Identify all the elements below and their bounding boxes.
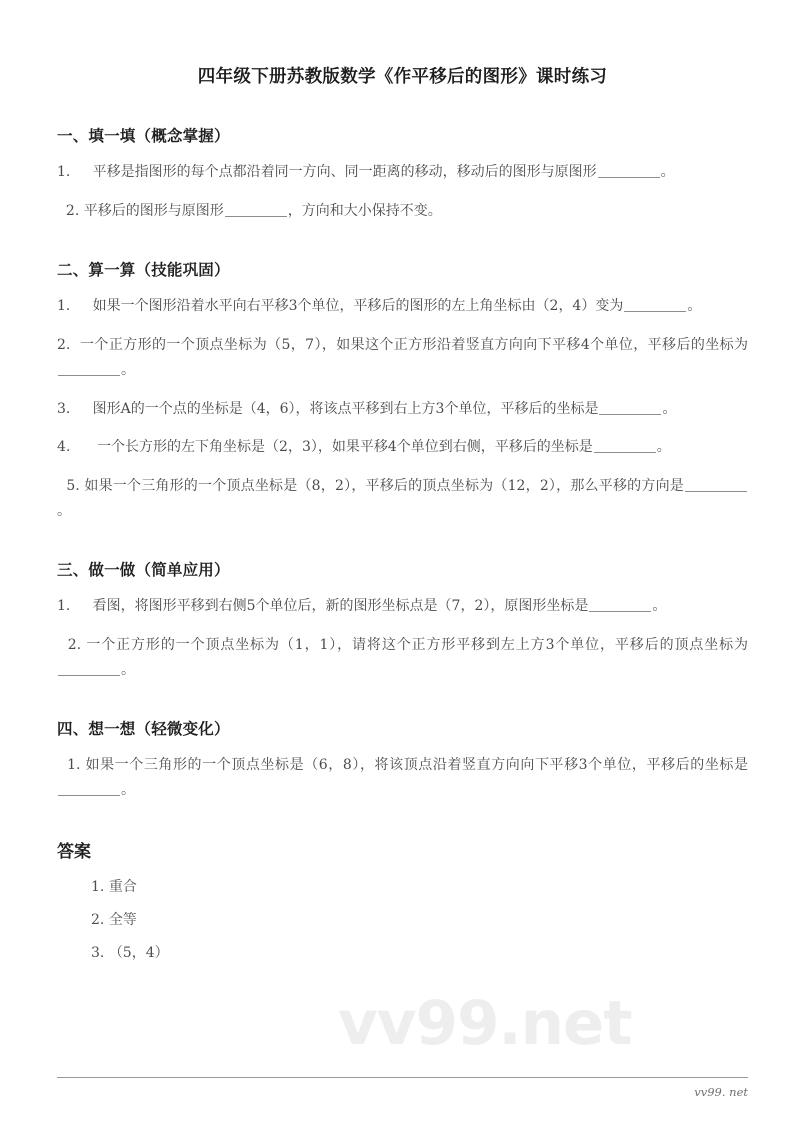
question-text: 平移后的图形与原图形 [83, 202, 224, 219]
answer-blank[interactable] [599, 400, 661, 414]
question-text: 图形A的一个点的坐标是（4，6），将该点平移到右上方3个单位，平移后的坐标是 [92, 400, 599, 417]
question-text-tail: 。 [687, 297, 702, 314]
question-3-1 [57, 594, 748, 619]
question-text-tail: ，方向和大小保持不变。 [287, 202, 442, 219]
answer-item [91, 942, 748, 964]
answer-blank[interactable] [594, 439, 656, 453]
page-title: 四年级下册苏教版数学《作平移后的图形》课时练习 [197, 67, 608, 87]
question-2-3 [57, 397, 748, 422]
answer-item [91, 909, 748, 931]
answer-value: 全等 [108, 912, 137, 929]
question-text-tail: 。 [652, 598, 667, 615]
question-text-tail: 。 [57, 503, 71, 520]
answer-blank[interactable] [225, 203, 287, 217]
question-text: 一个长方形的左下角坐标是（2，3），如果平移4个单位到右侧，平移后的坐标是 [97, 439, 593, 456]
question-text: 看图，将图形平移到右侧5个单位后，新的图形坐标点是（7，2），原图形坐标是 [92, 598, 589, 615]
answer-blank[interactable] [58, 662, 120, 676]
section-heading-3: 三、做一做（简单应用） [57, 560, 230, 580]
answer-number: 2. [91, 912, 105, 929]
question-2-1 [57, 294, 748, 319]
watermark-vv99net: vv99.net [338, 988, 632, 1059]
question-number: 2. [57, 336, 71, 353]
question-number: 1. [57, 297, 71, 314]
section-heading-4: 四、想一想（轻微变化） [57, 718, 230, 738]
question-2-2 [57, 333, 748, 383]
question-4-1 [57, 753, 748, 803]
question-text-tail: 。 [121, 781, 135, 798]
answer-number: 3. [91, 945, 105, 962]
question-text-tail: 。 [656, 439, 671, 456]
question-2-4 [57, 435, 748, 460]
question-number: 1. [57, 598, 71, 615]
answers-heading: 答案 [57, 841, 91, 862]
answer-blank[interactable] [598, 164, 660, 178]
question-text: 如果一个三角形的一个顶点坐标是（8，2），平移后的顶点坐标为（12，2），那么平移的方向是 [84, 478, 685, 495]
question-text-tail: 。 [121, 361, 135, 378]
answer-number: 1. [91, 878, 105, 895]
question-text-tail: 。 [121, 661, 135, 678]
question-number: 4. [57, 439, 71, 456]
question-1-1 [57, 160, 748, 185]
question-text-tail: 。 [660, 164, 675, 180]
question-1-2 [57, 199, 748, 224]
question-number: 5. [66, 478, 80, 495]
answer-blank[interactable] [624, 298, 686, 312]
document-content [57, 0, 748, 965]
question-text: 一个正方形的一个顶点坐标为（5，7），如果这个正方形沿着竖直方向向下平移4个单位，平移后的坐标为 [80, 336, 748, 353]
answer-item [91, 876, 748, 898]
question-text: 一个正方形的一个顶点坐标为（1，1），请将这个正方形平移到左上方3个单位，平移后的顶点坐标为 [86, 637, 748, 654]
answer-value: （5，4） [108, 945, 169, 962]
question-number: 3. [57, 400, 71, 417]
answer-blank[interactable] [58, 781, 120, 795]
section-heading-1: 一、填一填（概念掌握） [57, 126, 230, 145]
question-text: 如果一个图形沿着水平向右平移3个单位，平移后的图形的左上角坐标由（2，4）变为 [92, 297, 624, 314]
question-number: 2. [65, 202, 80, 219]
question-text: 平移是指图形的每个点都沿着同一方向、同一距离的移动，移动后的图形与原图形 [92, 164, 597, 180]
question-number: 1. [67, 756, 81, 773]
question-2-5 [57, 474, 748, 524]
question-3-2 [57, 633, 748, 683]
question-text: 如果一个三角形的一个顶点坐标是（6，8），将该顶点沿着竖直方向向下平移3个单位，平移后的坐标是 [85, 756, 749, 773]
footer-site-label: vv99. net [694, 1085, 748, 1099]
footer-divider [57, 1077, 748, 1078]
answer-blank[interactable] [685, 478, 747, 492]
section-heading-2: 二、算一算（技能巩固） [57, 259, 230, 279]
answer-value: 重合 [108, 878, 137, 895]
question-number: 1. [57, 164, 71, 180]
question-number: 2. [67, 637, 82, 654]
answer-blank[interactable] [58, 361, 120, 375]
answer-blank[interactable] [589, 598, 651, 612]
question-text-tail: 。 [662, 400, 677, 417]
